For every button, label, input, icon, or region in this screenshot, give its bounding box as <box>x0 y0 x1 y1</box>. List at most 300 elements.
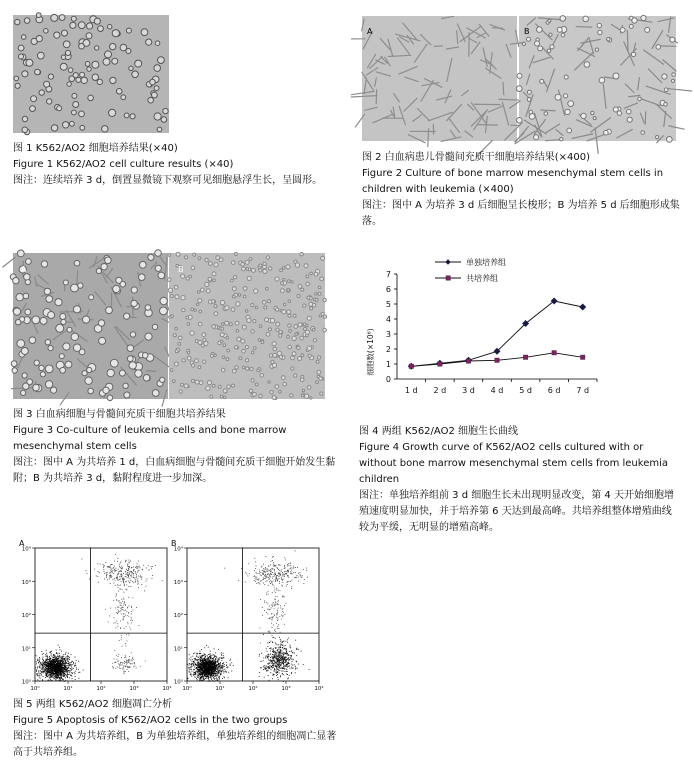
event-dot <box>86 570 87 571</box>
event-dot <box>50 676 51 677</box>
event-dot <box>209 680 210 681</box>
event-dot <box>38 670 39 671</box>
event-dot <box>238 580 239 581</box>
cell <box>613 107 618 112</box>
cell <box>116 89 122 95</box>
event-dot <box>196 665 197 666</box>
event-dot <box>276 590 277 591</box>
event-dot <box>197 677 198 678</box>
cell <box>80 72 85 77</box>
event-dot <box>285 657 286 658</box>
event-dot <box>246 574 247 575</box>
event-dot <box>206 666 207 667</box>
event-dot <box>115 662 116 663</box>
event-dot <box>135 582 136 583</box>
event-dot <box>212 655 213 656</box>
cell <box>251 268 255 272</box>
event-dot <box>78 669 79 670</box>
cell <box>48 74 53 79</box>
cell <box>89 295 94 300</box>
cell <box>21 348 28 355</box>
event-dot <box>272 660 273 661</box>
event-dot <box>272 654 273 655</box>
event-dot <box>65 677 66 678</box>
fig2-caption <box>362 150 680 230</box>
cell <box>253 347 256 350</box>
cell <box>314 272 318 276</box>
event-dot <box>275 629 276 630</box>
event-dot <box>283 574 284 575</box>
event-dot <box>128 660 129 661</box>
event-dot <box>283 658 284 659</box>
spindle-cell <box>477 33 486 38</box>
event-dot <box>263 658 264 659</box>
event-dot <box>221 665 222 666</box>
event-dot <box>203 666 204 667</box>
event-dot <box>129 659 130 660</box>
cell <box>226 336 229 339</box>
cell <box>37 52 44 59</box>
event-dot <box>210 673 211 674</box>
event-dot <box>62 673 63 674</box>
cell <box>212 272 216 276</box>
event-dot <box>106 577 107 578</box>
event-dot <box>123 580 124 581</box>
event-dot <box>128 575 129 576</box>
event-dot <box>283 652 284 653</box>
cell <box>68 68 73 73</box>
cell <box>303 323 306 326</box>
event-dot <box>72 664 73 665</box>
cell <box>207 381 211 385</box>
event-dot <box>126 581 127 582</box>
cell <box>270 391 273 394</box>
cell <box>289 330 292 333</box>
event-dot <box>198 662 199 663</box>
event-dot <box>217 661 218 662</box>
event-dot <box>62 656 63 657</box>
event-dot <box>288 565 289 566</box>
event-dot <box>202 672 203 673</box>
event-dot <box>103 566 104 567</box>
cell <box>92 74 98 80</box>
event-dot <box>268 594 269 595</box>
event-dot <box>274 668 275 669</box>
cell <box>534 135 539 140</box>
cell <box>132 71 139 78</box>
cell <box>113 285 120 292</box>
event-dot <box>292 574 293 575</box>
event-dot <box>100 564 101 565</box>
y-tick-label: 0 <box>385 375 391 384</box>
cell <box>292 336 296 340</box>
event-dot <box>49 670 50 671</box>
event-dot <box>135 573 136 574</box>
event-dot <box>62 675 63 676</box>
event-dot <box>196 678 197 679</box>
event-dot <box>272 603 273 604</box>
event-dot <box>260 667 261 668</box>
event-dot <box>228 677 229 678</box>
event-dot <box>137 563 138 564</box>
event-dot <box>202 680 203 681</box>
event-dot <box>120 665 121 666</box>
event-dot <box>193 653 194 654</box>
event-dot <box>48 663 49 664</box>
event-dot <box>288 660 289 661</box>
event-dot <box>277 668 278 669</box>
cell <box>187 356 191 360</box>
event-dot <box>291 573 292 574</box>
cell <box>276 322 280 326</box>
event-dot <box>54 666 55 667</box>
event-dot <box>105 562 106 563</box>
cell <box>163 108 168 113</box>
spindle-cell <box>435 46 443 47</box>
event-dot <box>199 673 200 674</box>
event-dot <box>218 663 219 664</box>
x-tick-label: 10² <box>248 686 258 692</box>
event-dot <box>279 663 280 664</box>
event-dot <box>259 656 260 657</box>
cell <box>99 337 106 344</box>
cell <box>85 377 92 384</box>
cell <box>276 328 279 331</box>
spindle-cell <box>499 99 520 100</box>
event-dot <box>295 672 296 673</box>
event-dot <box>65 654 66 655</box>
event-dot <box>197 670 198 671</box>
event-dot <box>209 671 210 672</box>
event-dot <box>279 647 280 648</box>
event-dot <box>38 675 39 676</box>
cell <box>306 282 310 286</box>
event-dot <box>116 659 117 660</box>
event-dot <box>189 665 190 666</box>
cell <box>13 277 19 283</box>
event-dot <box>128 616 129 617</box>
event-dot <box>65 666 66 667</box>
event-dot <box>204 665 205 666</box>
event-dot <box>146 586 147 587</box>
cell <box>262 301 266 305</box>
event-dot <box>211 666 212 667</box>
spindle-cell <box>368 54 376 68</box>
event-dot <box>50 670 51 671</box>
event-dot <box>49 661 50 662</box>
event-dot <box>285 658 286 659</box>
event-dot <box>230 659 231 660</box>
event-dot <box>203 677 204 678</box>
event-dot <box>132 660 133 661</box>
event-dot <box>208 661 209 662</box>
cell <box>191 266 195 270</box>
event-dot <box>63 679 64 680</box>
event-dot <box>115 554 116 555</box>
cell <box>206 386 210 390</box>
event-dot <box>283 667 284 668</box>
cell <box>74 260 80 266</box>
event-dot <box>208 672 209 673</box>
cell <box>246 267 249 270</box>
event-dot <box>223 676 224 677</box>
event-dot <box>291 657 292 658</box>
event-dot <box>64 673 65 674</box>
event-dot <box>127 564 128 565</box>
cell <box>112 30 119 37</box>
event-dot <box>297 575 298 576</box>
event-dot <box>131 617 132 618</box>
event-dot <box>292 665 293 666</box>
event-dot <box>289 659 290 660</box>
cell <box>249 389 252 392</box>
event-dot <box>123 619 124 620</box>
event-dot <box>65 660 66 661</box>
event-dot <box>36 661 37 662</box>
cell <box>130 114 135 119</box>
cell <box>300 336 304 340</box>
event-dot <box>131 611 132 612</box>
event-dot <box>280 668 281 669</box>
event-dot <box>68 656 69 657</box>
event-dot <box>53 675 54 676</box>
event-dot <box>123 613 124 614</box>
event-dot <box>131 619 132 620</box>
event-dot <box>271 620 272 621</box>
event-dot <box>139 566 140 567</box>
cell <box>51 14 58 21</box>
cell <box>205 282 209 286</box>
event-dot <box>200 674 201 675</box>
event-dot <box>268 655 269 656</box>
event-dot <box>206 673 207 674</box>
cell <box>664 88 668 92</box>
event-dot <box>58 677 59 678</box>
spindle-cell <box>162 390 167 407</box>
event-dot <box>218 649 219 650</box>
event-dot <box>224 677 225 678</box>
event-dot <box>259 654 260 655</box>
event-dot <box>131 652 132 653</box>
event-dot <box>55 665 56 666</box>
event-dot <box>53 660 54 661</box>
cell <box>72 93 77 98</box>
event-dot <box>118 609 119 610</box>
event-dot <box>286 669 287 670</box>
event-dot <box>131 575 132 576</box>
spindle-cell <box>527 18 535 25</box>
event-dot <box>206 668 207 669</box>
event-dot <box>272 663 273 664</box>
event-dot <box>221 655 222 656</box>
event-dot <box>59 671 60 672</box>
spindle-cell <box>576 27 591 28</box>
y-tick-label: 10² <box>21 613 31 619</box>
fig3-panel-b-label: B <box>178 265 184 274</box>
event-dot <box>208 654 209 655</box>
event-dot <box>275 596 276 597</box>
event-dot <box>122 609 123 610</box>
event-dot <box>133 575 134 576</box>
event-dot <box>98 582 99 583</box>
event-dot <box>268 675 269 676</box>
event-dot <box>40 663 41 664</box>
event-dot <box>37 673 38 674</box>
cell <box>40 317 47 324</box>
event-dot <box>107 579 108 580</box>
event-dot <box>124 610 125 611</box>
event-dot <box>89 579 90 580</box>
event-dot <box>290 655 291 656</box>
cell <box>46 296 53 303</box>
event-dot <box>130 561 131 562</box>
cell <box>242 325 246 329</box>
event-dot <box>200 661 201 662</box>
event-dot <box>120 603 121 604</box>
event-dot <box>52 666 53 667</box>
cell <box>295 263 299 267</box>
event-dot <box>204 679 205 680</box>
event-dot <box>228 672 229 673</box>
event-dot <box>297 567 298 568</box>
cell <box>35 69 41 75</box>
x-tick-label: 10¹ <box>63 686 73 692</box>
event-dot <box>282 651 283 652</box>
event-dot <box>126 560 127 561</box>
event-dot <box>57 666 58 667</box>
event-dot <box>268 566 269 567</box>
event-dot <box>275 580 276 581</box>
event-dot <box>205 671 206 672</box>
data-point <box>581 355 585 359</box>
spindle-cell <box>638 78 640 90</box>
event-dot <box>121 568 122 569</box>
event-dot <box>190 673 191 674</box>
event-dot <box>264 665 265 666</box>
event-dot <box>41 651 42 652</box>
event-dot <box>65 674 66 675</box>
event-dot <box>263 571 264 572</box>
event-dot <box>60 673 61 674</box>
event-dot <box>105 609 106 610</box>
cell <box>158 272 165 279</box>
event-dot <box>40 666 41 667</box>
event-dot <box>123 617 124 618</box>
event-dot <box>61 668 62 669</box>
spindle-cell <box>437 96 452 100</box>
cell <box>120 44 127 51</box>
fig4-note: 图注：单独培养组前 3 d 细胞生长未出现明显改变，第 4 天开始细胞增殖速度明显加快，并于培养第 6 天达到最高峰。共培养组整体增殖曲线较为平缓，无明显的增殖高峰。 <box>359 490 674 533</box>
event-dot <box>151 566 152 567</box>
event-dot <box>119 668 120 669</box>
event-dot <box>66 674 67 675</box>
event-dot <box>50 666 51 667</box>
event-dot <box>50 664 51 665</box>
event-dot <box>291 650 292 651</box>
cell <box>226 358 229 361</box>
event-dot <box>70 662 71 663</box>
y-tick-label: 10⁰ <box>21 679 31 686</box>
spindle-cell <box>447 59 452 82</box>
event-dot <box>220 667 221 668</box>
event-dot <box>272 627 273 628</box>
cell <box>148 254 154 260</box>
event-dot <box>111 576 112 577</box>
event-dot <box>120 668 121 669</box>
cell <box>547 49 551 53</box>
event-dot <box>42 668 43 669</box>
event-dot <box>44 664 45 665</box>
event-dot <box>264 667 265 668</box>
cell <box>154 65 161 72</box>
event-dot <box>109 573 110 574</box>
event-dot <box>267 580 268 581</box>
cell <box>214 263 218 267</box>
spindle-cell <box>413 115 422 122</box>
y-tick-label: 4 <box>385 315 391 324</box>
spindle-cell <box>556 129 563 135</box>
event-dot <box>119 564 120 565</box>
cell <box>221 368 225 372</box>
cell <box>555 94 561 100</box>
event-dot <box>46 659 47 660</box>
cell <box>45 381 52 388</box>
event-dot <box>214 681 215 682</box>
event-dot <box>115 570 116 571</box>
event-dot <box>116 593 117 594</box>
data-point <box>438 362 442 366</box>
cell <box>212 384 215 387</box>
event-dot <box>205 674 206 675</box>
event-dot <box>123 607 124 608</box>
spindle-cell <box>441 137 461 141</box>
event-dot <box>210 668 211 669</box>
event-dot <box>73 662 74 663</box>
event-dot <box>39 681 40 682</box>
event-dot <box>214 660 215 661</box>
cell <box>522 42 525 45</box>
event-dot <box>119 576 120 577</box>
event-dot <box>199 673 200 674</box>
spindle-cell <box>486 68 501 78</box>
event-dot <box>189 659 190 660</box>
event-dot <box>280 651 281 652</box>
event-dot <box>62 678 63 679</box>
event-dot <box>263 669 264 670</box>
cell <box>92 61 99 68</box>
event-dot <box>124 603 125 604</box>
cell <box>94 18 100 24</box>
event-dot <box>214 669 215 670</box>
cell <box>255 306 257 308</box>
event-dot <box>216 664 217 665</box>
cell <box>143 375 150 382</box>
event-dot <box>277 671 278 672</box>
cell <box>71 333 78 340</box>
event-dot <box>52 674 53 675</box>
event-dot <box>59 649 60 650</box>
event-dot <box>266 668 267 669</box>
cell <box>130 332 135 337</box>
event-dot <box>266 594 267 595</box>
event-dot <box>130 663 131 664</box>
event-dot <box>268 591 269 592</box>
event-dot <box>117 561 118 562</box>
event-dot <box>127 622 128 623</box>
event-dot <box>112 564 113 565</box>
event-dot <box>204 670 205 671</box>
event-dot <box>189 670 190 671</box>
